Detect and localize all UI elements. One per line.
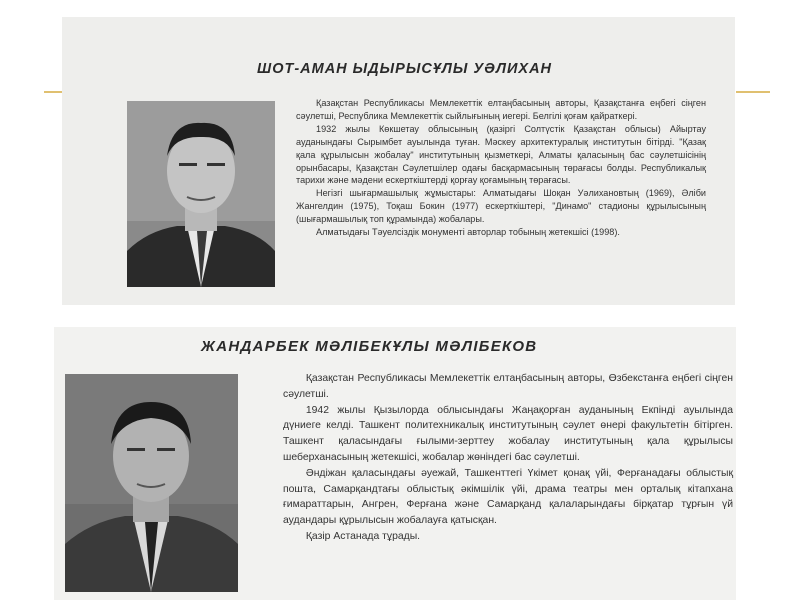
decorative-rule-left	[44, 91, 62, 93]
bio-paragraph: Қазір Астанада тұрады.	[305, 530, 421, 542]
portrait-photo	[65, 374, 238, 592]
bio-paragraph: Қазақстан Республикасы Мемлекеттік елтаңбасының авторы, Өзбекстанға еңбегі сіңген сәулетші.	[283, 373, 733, 400]
bio-paragraph: Алматыдағы Тәуелсіздік монументі авторлар тобының жетекшісі (1998).	[316, 227, 620, 238]
decorative-rule-right	[736, 91, 770, 93]
biography-scan-1	[62, 17, 735, 305]
bio-paragraph: 1932 жылы Көкшетау облысының (қазіргі Солтүстік Қазақстан облысы) Айыртау ауданындағы Сырымбет ауылында туған. Мәскеу архитектуралық институтын бітірді. "Қазақ қала құрылысын жобалау" институтының қызметкері, Алматы қаласының бас сәулетшісінің орынбасары, Қазақстан Сәулетшілер одағы басқармасының төрағасы болды. Республикалық тарихи және мәдени ескерткіштерді қорғау қоғамының төрағасы.	[296, 123, 706, 186]
biography-text	[283, 371, 733, 545]
person-name-heading: ЖАНДАРБЕК МӘЛІБЕКҰЛЫ МӘЛІБЕКОВ	[201, 338, 538, 355]
bio-paragraph: Әндіжан қаласындағы әуежай, Ташкенттегі Үкімет қонақ үйі, Ферғанадағы облыстық пошта, Самарқандтағы облыстық әкімшілік үйі, драма театры мен орталық кітапхана ғимараттарын, Ангрен, Ферғана және Самарқанд қалаларындағы бірқатар тұрғын үй аудандары құрылысын жобалауға қатысқан.	[283, 467, 733, 527]
portrait-photo	[127, 101, 275, 287]
bio-paragraph: Қазақстан Республикасы Мемлекеттік елтаңбасының авторы, Қазақстанға еңбегі сіңген сәулетші, Республика Мемлекеттік сыйлығының иегері. Белгілі қоғам қайраткері.	[296, 98, 706, 121]
bio-paragraph: 1942 жылы Қызылорда облысындағы Жаңақорған ауданының Екпінді ауылында дүниеге келді. Ташкент политехникалық институтының сәулет өнері факультетін бітірген. Ташкент қаласындағы ғылыми-зерттеу жобалау институтының қала құрылысы шеберханасының жетекшісі, жобалар жөніндегі бас сәулетші.	[283, 404, 733, 463]
bio-paragraph: Негізгі шығармашылық жұмыстары: Алматыдағы Шоқан Уәлихановтың (1969), Әліби Жангелдин (1975), Тоқаш Бокин (1977) ескерткіштері, "Динамо" стадионы құрылысының (шығармашылық топ құрамында) жобалары.	[296, 188, 706, 225]
biography-text	[296, 97, 706, 239]
person-name-heading: ШОТ-АМАН ЫДЫРЫСҰЛЫ УӘЛИХАН	[257, 61, 553, 77]
biography-scan-2	[54, 327, 736, 600]
